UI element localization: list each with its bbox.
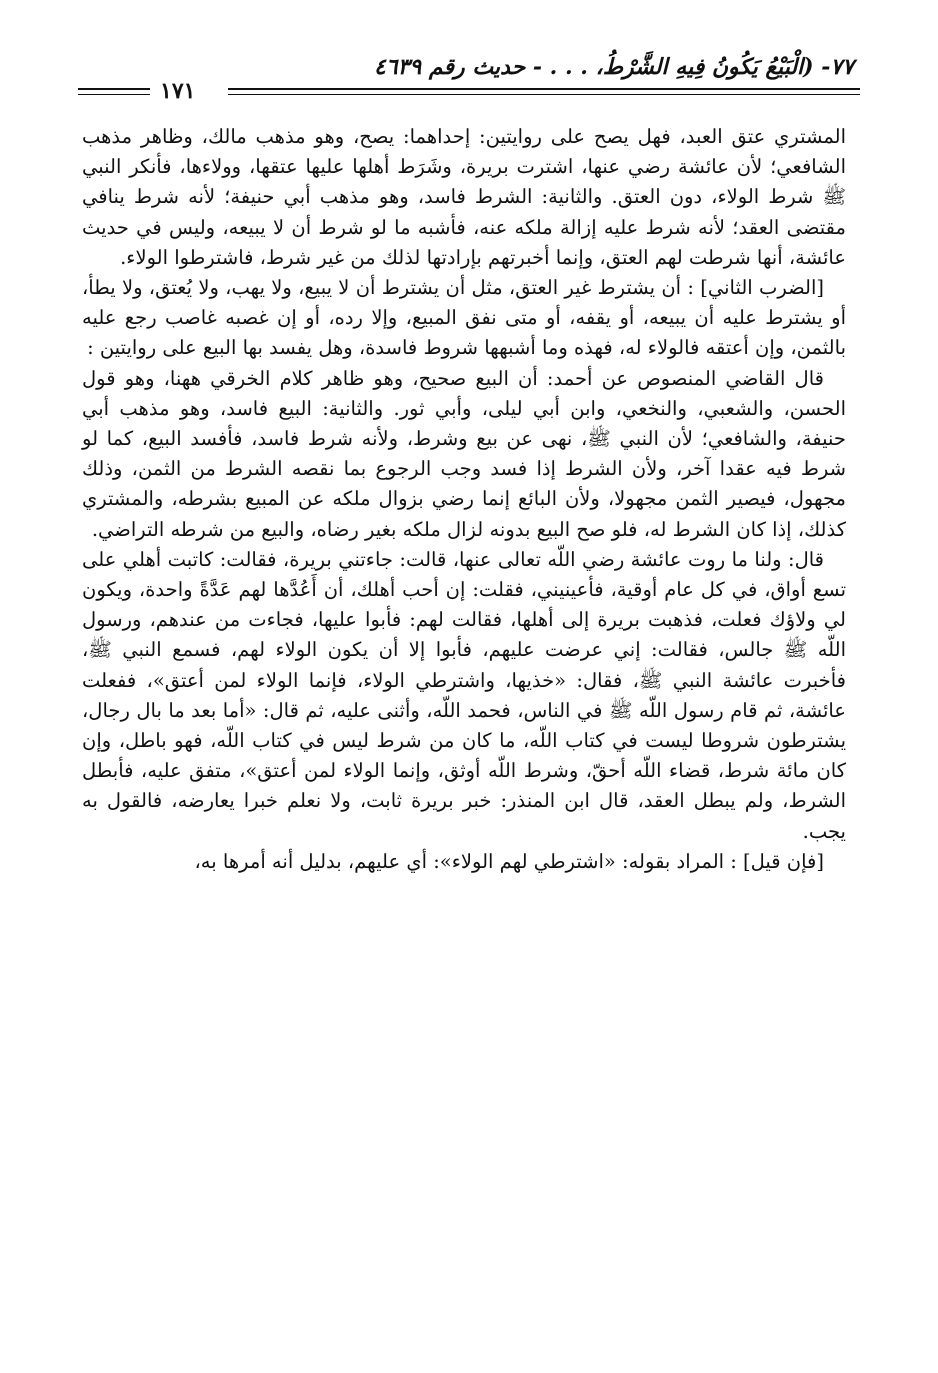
page-number-rule-thin [78,94,150,95]
chapter-heading: ٧٧- (الْبَيْعُ يَكُونُ فِيهِ الشَّرْطُ، . . . - حديث رقم ٤٦٣٩ [373,54,854,80]
paragraph-5: [فإن قيل] : المراد بقوله: «اشترطي لهم الولاء»: أي عليهم، بدليل أنه أمرها به، [194,849,824,873]
header-rule-thin [228,94,860,95]
header-rule [228,88,860,90]
paragraph-1: المشتري عتق العبد، فهل يصح على روايتين: إحداهما: يصح، وهو مذهب مالك، وظاهر مذهب الشافعي؛ لأن عائشة رضي عنها، اشترت بريرة، وشَرَط أهلها عليها عتقها، وولاءها، فأنكر النبي ﷺ شرط الولاء، دون العتق. والثانية: الشرط فاسد، وهو مذهب أبي حنيفة؛ لأنه شرط ينافي مقتضى العقد؛ لأنه شرط عليه إزالة ملكه عنه، فأشبه ما لو شرط أن لا يبيعه، وليس في حديث عائشة، أنها شرطت لهم العتق، وإنما أخبرتهم بإرادتها لذلك من غير شرط، فاشترطوا الولاء. [82,125,846,269]
paragraph-2: [الضرب الثاني] : أن يشترط غير العتق، مثل أن يشترط أن لا يبيع، ولا يهب، ولا يُعتق، ولا يطأ، أو يشترط عليه أن يبيعه، أو يقفه، أو متى نفق المبيع، وإلا رده، أو إن غصبه غاصب رجع عليه بالثمن، وإن أعتقه فالولاء له، فهذه وما أشبهها شروط فاسدة، وهل يفسد بها البيع على روايتين : [82,276,846,360]
paragraph-3: قال القاضي المنصوص عن أحمد: أن البيع صحيح، وهو ظاهر كلام الخرقي ههنا، وهو قول الحسن، والشعبي، والنخعي، وابن أبي ليلى، وأبي ثور. والثانية: البيع فاسد، وهو مذهب أبي حنيفة، والشافعي؛ لأن النبي ﷺ، نهى عن بيع وشرط، ولأنه شرط فاسد، فأفسد البيع، كما لو شرط فيه عقدا آخر، ولأن الشرط إذا فسد وجب الرجوع بما نقصه الشرط من الثمن، وذلك مجهول، فيصير الثمن مجهولا، ولأن البائع إنما رضي بزوال ملكه عن المبيع بشرطه، والمشتري كذلك، إذا كان الشرط له، فلو صح البيع بدونه لزال ملكه بغير رضاه، والبيع من شرطه التراضي. [82,366,846,541]
page-number: ١٧١ [160,78,196,104]
main-text [82,122,846,877]
paragraph-4: قال: ولنا ما روت عائشة رضي اللّه تعالى عنها، قالت: جاءتني بريرة، فقالت: كاتبت أهلي على تسع أواق، في كل عام أوقية، فأعينيني، فقلت: إن أحب أهلك، أن أَعُدَّها لهم عَدَّةً واحدة، ويكون لي ولاؤك فعلت، فذهبت بريرة إلى أهلها، فقالت لهم: فأبوا عليها، فجاءت من عندهم، ورسول اللّه ﷺ جالس، فقالت: إني عرضت عليهم، فأبوا إلا أن يكون الولاء لهم، فسمع النبي ﷺ، فأخبرت عائشة النبي ﷺ، فقال: «خذيها، واشترطي الولاء، فإنما الولاء لمن أعتق»، ففعلت عائشة، ثم قام رسول اللّه ﷺ في الناس، فحمد اللّه، وأثنى عليه، ثم قال: «أما بعد ما بال رجال، يشترطون شروطا ليست في كتاب اللّه، ما كان من شرط ليس في كتاب اللّه، فهو باطل، وإن كان مائة شرط، قضاء اللّه أحقّ، وشرط اللّه أوثق، وإنما الولاء لمن أعتق»، متفق عليه، فأبطل الشرط، ولم يبطل العقد، قال ابن المنذر: خبر بريرة ثابت، ولا نعلم خبرا يعارضه، فالقول به يجب. [82,547,846,843]
page-number-rule [78,88,150,90]
page-header [78,48,860,104]
